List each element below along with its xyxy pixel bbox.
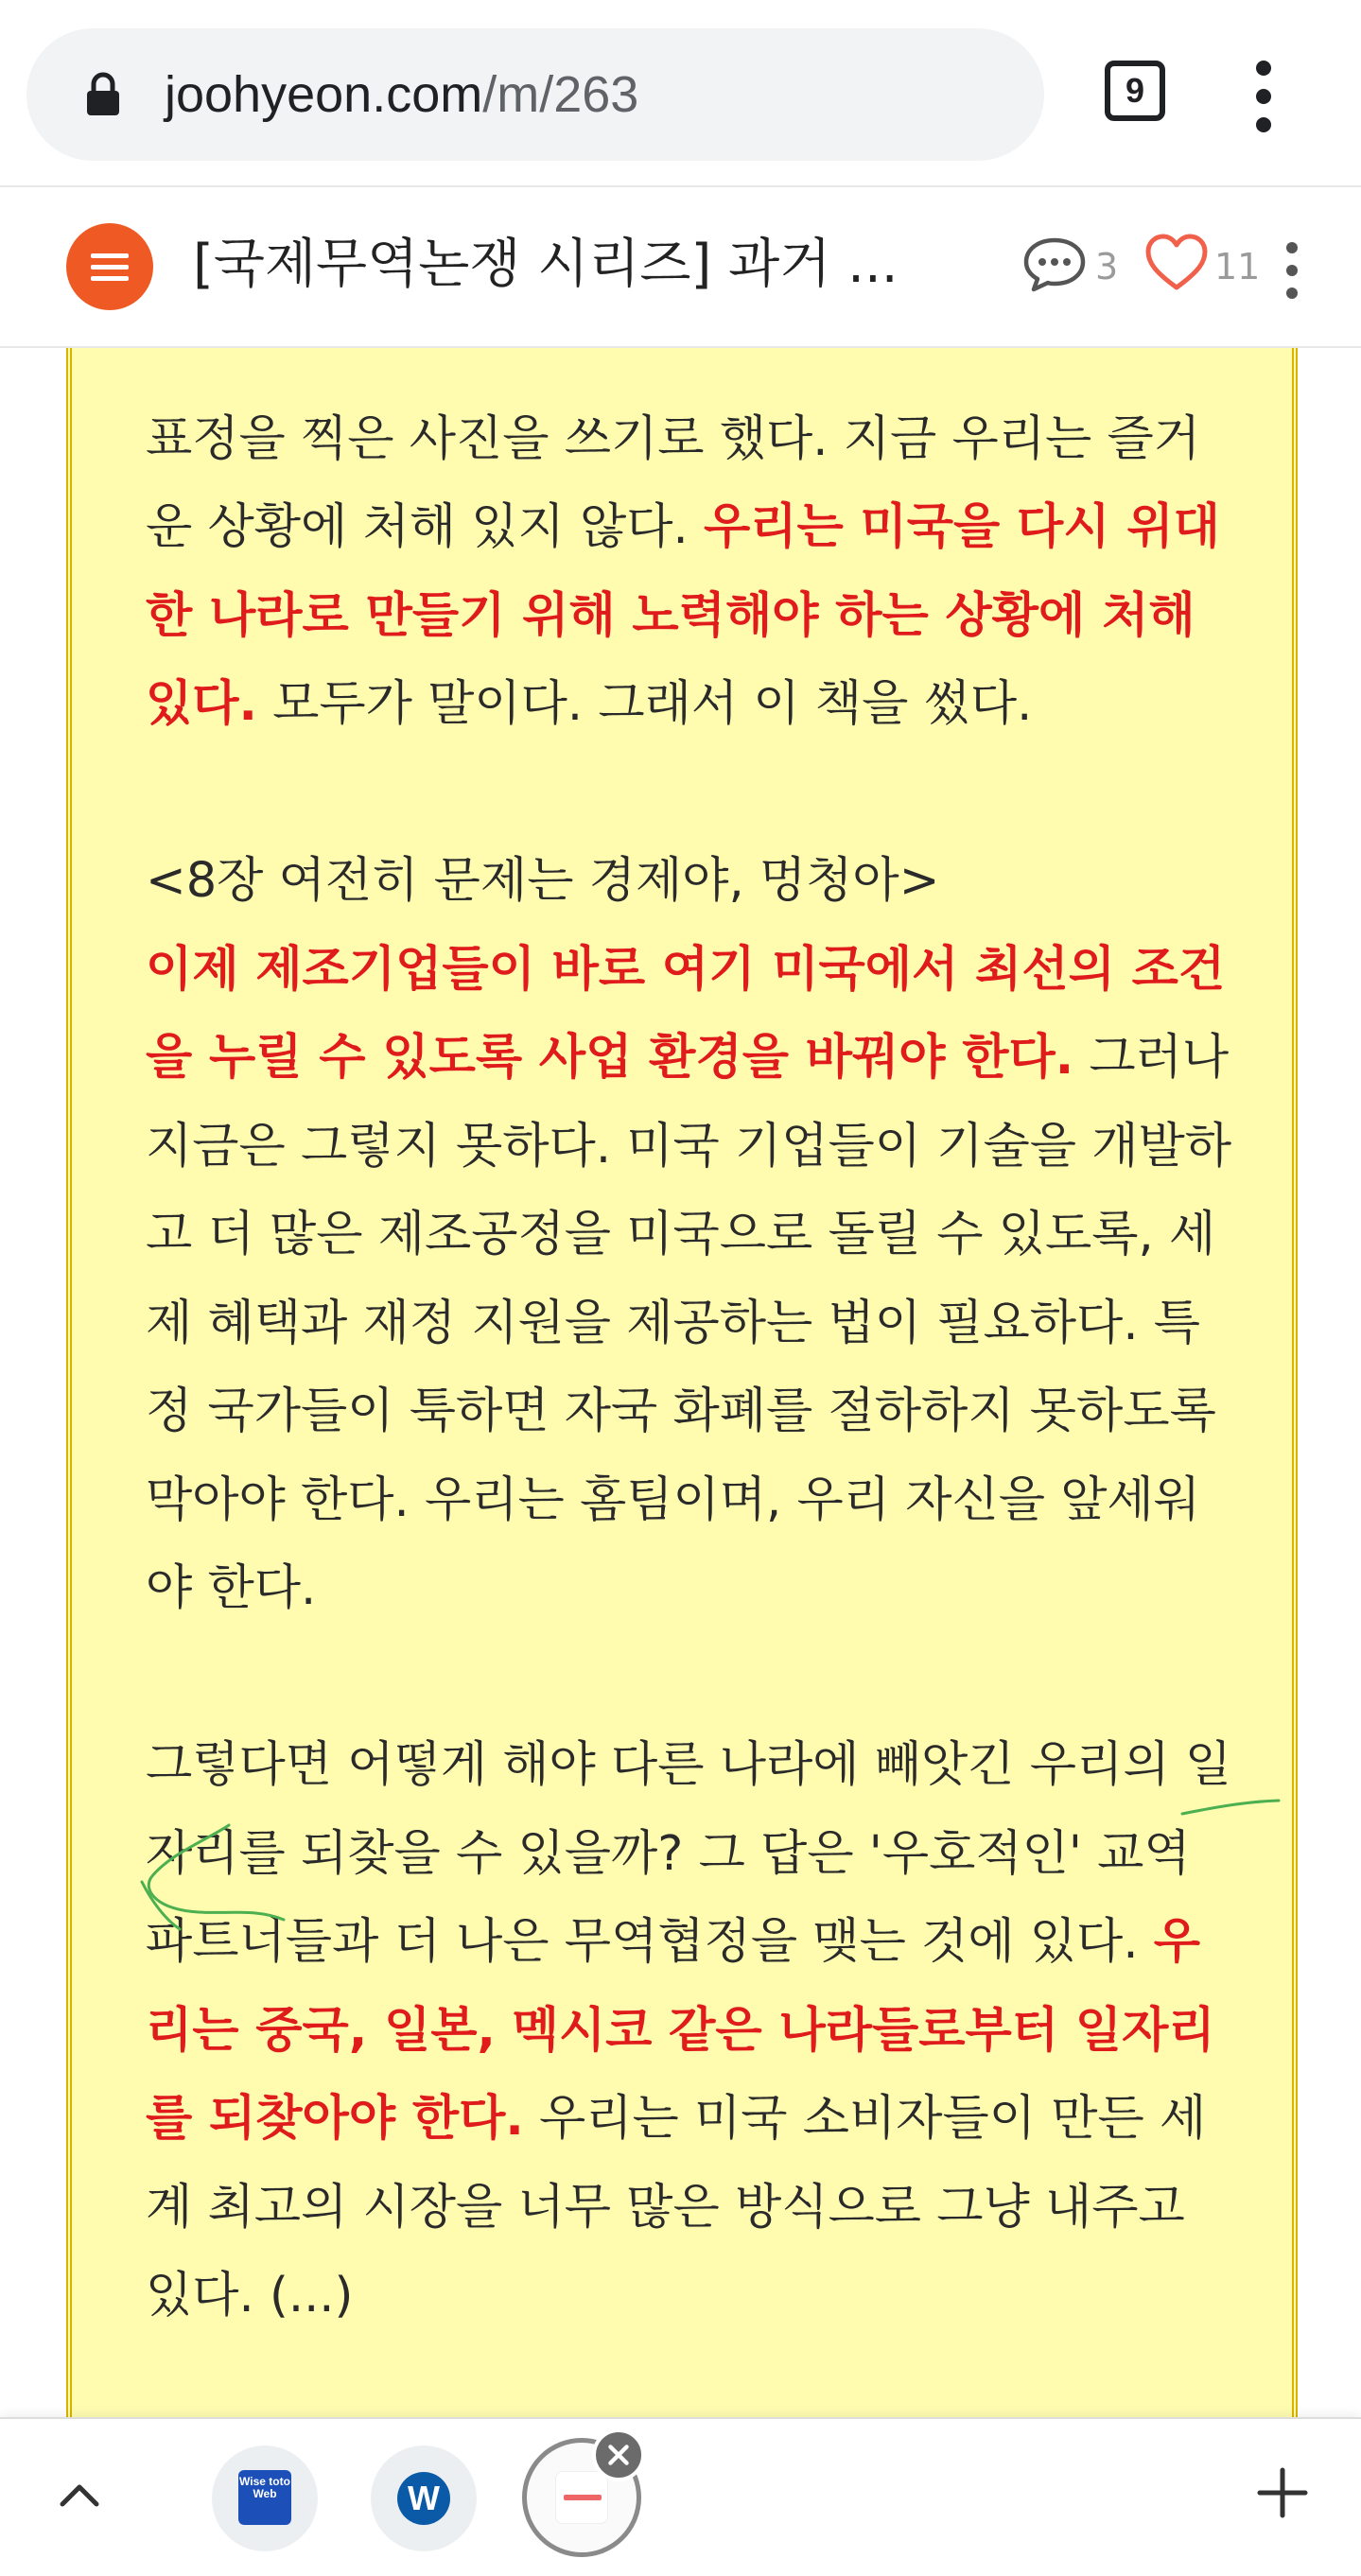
- quote-p1-seg-0: 표정을 찍은 사진을 쓰기로 했다. 지금 우리는 즐거운 상황에 처해 있지 않다.: [146, 410, 1201, 555]
- quote-box: [66, 348, 1298, 2417]
- close-icon[interactable]: [592, 2428, 645, 2481]
- active-app-thumbnail: [555, 2471, 608, 2524]
- chapter-heading: <8장 여전히 문제는 경제야, 멍청아>: [146, 853, 940, 909]
- wise-toto-logo: Wise toto Web: [238, 2470, 291, 2525]
- comment-count: 3: [1095, 246, 1119, 287]
- quote-p2-seg-1: 그러나 지금은 그렇지 못하다. 미국 기업들이 기술을 개발하고 더 많은 제조공정을 미국으로 돌릴 수 있도록, 세제 혜택과 재정 지원을 제공하는 법이 필요하다. 특정 국가들이 툭하면 자국 화폐를 절하하지 못하도록 막아야 한다. 우리는 홈팀이며, 우리 자신을 앞세워야 한다.: [146, 1030, 1232, 1616]
- heart-icon[interactable]: [1144, 233, 1209, 293]
- url-domain: joohyeon.com: [165, 66, 483, 123]
- url-text[interactable]: [165, 61, 638, 129]
- quote-p1-seg-2: 모두가 말이다. 그래서 이 책을 썼다.: [256, 676, 1033, 732]
- url-path: /m/263: [482, 66, 639, 123]
- paragraph-gap: [146, 1633, 1233, 1722]
- quote-paragraph-2: [146, 926, 1233, 1633]
- comment-icon[interactable]: [1021, 235, 1088, 295]
- paragraph-gap: [146, 749, 1233, 838]
- hamburger-menu-icon[interactable]: [66, 223, 153, 310]
- browser-toolbar: [0, 0, 1361, 185]
- post-title: [국제무역논쟁 시리즈] 과거 ...: [193, 234, 899, 295]
- quote-p3-seg-2: 우리는 미국 소비자들이 만든 세계 최고의 시장을 너무 많은 방식으로 그냥 내주고 있다. (...): [146, 2091, 1207, 2324]
- quote-text: [146, 306, 1233, 2341]
- quote-p3-seg-1: 우리는 중국, 일본, 멕시코 같은 나라들로부터 일자리를 되찾아야 한다.: [146, 1914, 1215, 2147]
- like-count: 11: [1214, 246, 1261, 287]
- chevron-up-icon[interactable]: [53, 2468, 106, 2521]
- plus-icon[interactable]: [1254, 2464, 1311, 2521]
- quote-paragraph-3: [146, 1721, 1233, 2341]
- quote-p2-seg-0: 이제 제조기업들이 바로 여기 미국에서 최선의 조건을 누릴 수 있도록 사업 환경을 바꿔야 한다.: [146, 941, 1226, 1086]
- quote-p3-seg-0: 그렇다면 어떻게 해야 다른 나라에 빼앗긴 우리의 일자리를 되찾을 수 있을까? 그 답은 '우호적인' 교역 파트너들과 더 나은 무역협정을 맺는 것에 있다.: [146, 1737, 1232, 1970]
- wise-toto-app-icon[interactable]: [212, 2445, 318, 2551]
- w-logo: W: [397, 2472, 450, 2525]
- lock-icon: [85, 72, 121, 117]
- cut-off-line: [146, 322, 161, 378]
- address-bar[interactable]: [26, 28, 1044, 161]
- tab-switcher-button[interactable]: 9: [1105, 61, 1165, 121]
- kebab-menu-icon[interactable]: [1245, 61, 1282, 132]
- post-more-icon[interactable]: [1282, 240, 1301, 301]
- bottom-tab-bar: [0, 2417, 1361, 2576]
- quote-paragraph-1: [146, 306, 1233, 749]
- w-app-icon[interactable]: [371, 2445, 477, 2551]
- quote-p1-seg-1: 우리는 미국을 다시 위대한 나라로 만들기 위해 노력해야 하는 상황에 처해 있다.: [146, 499, 1220, 732]
